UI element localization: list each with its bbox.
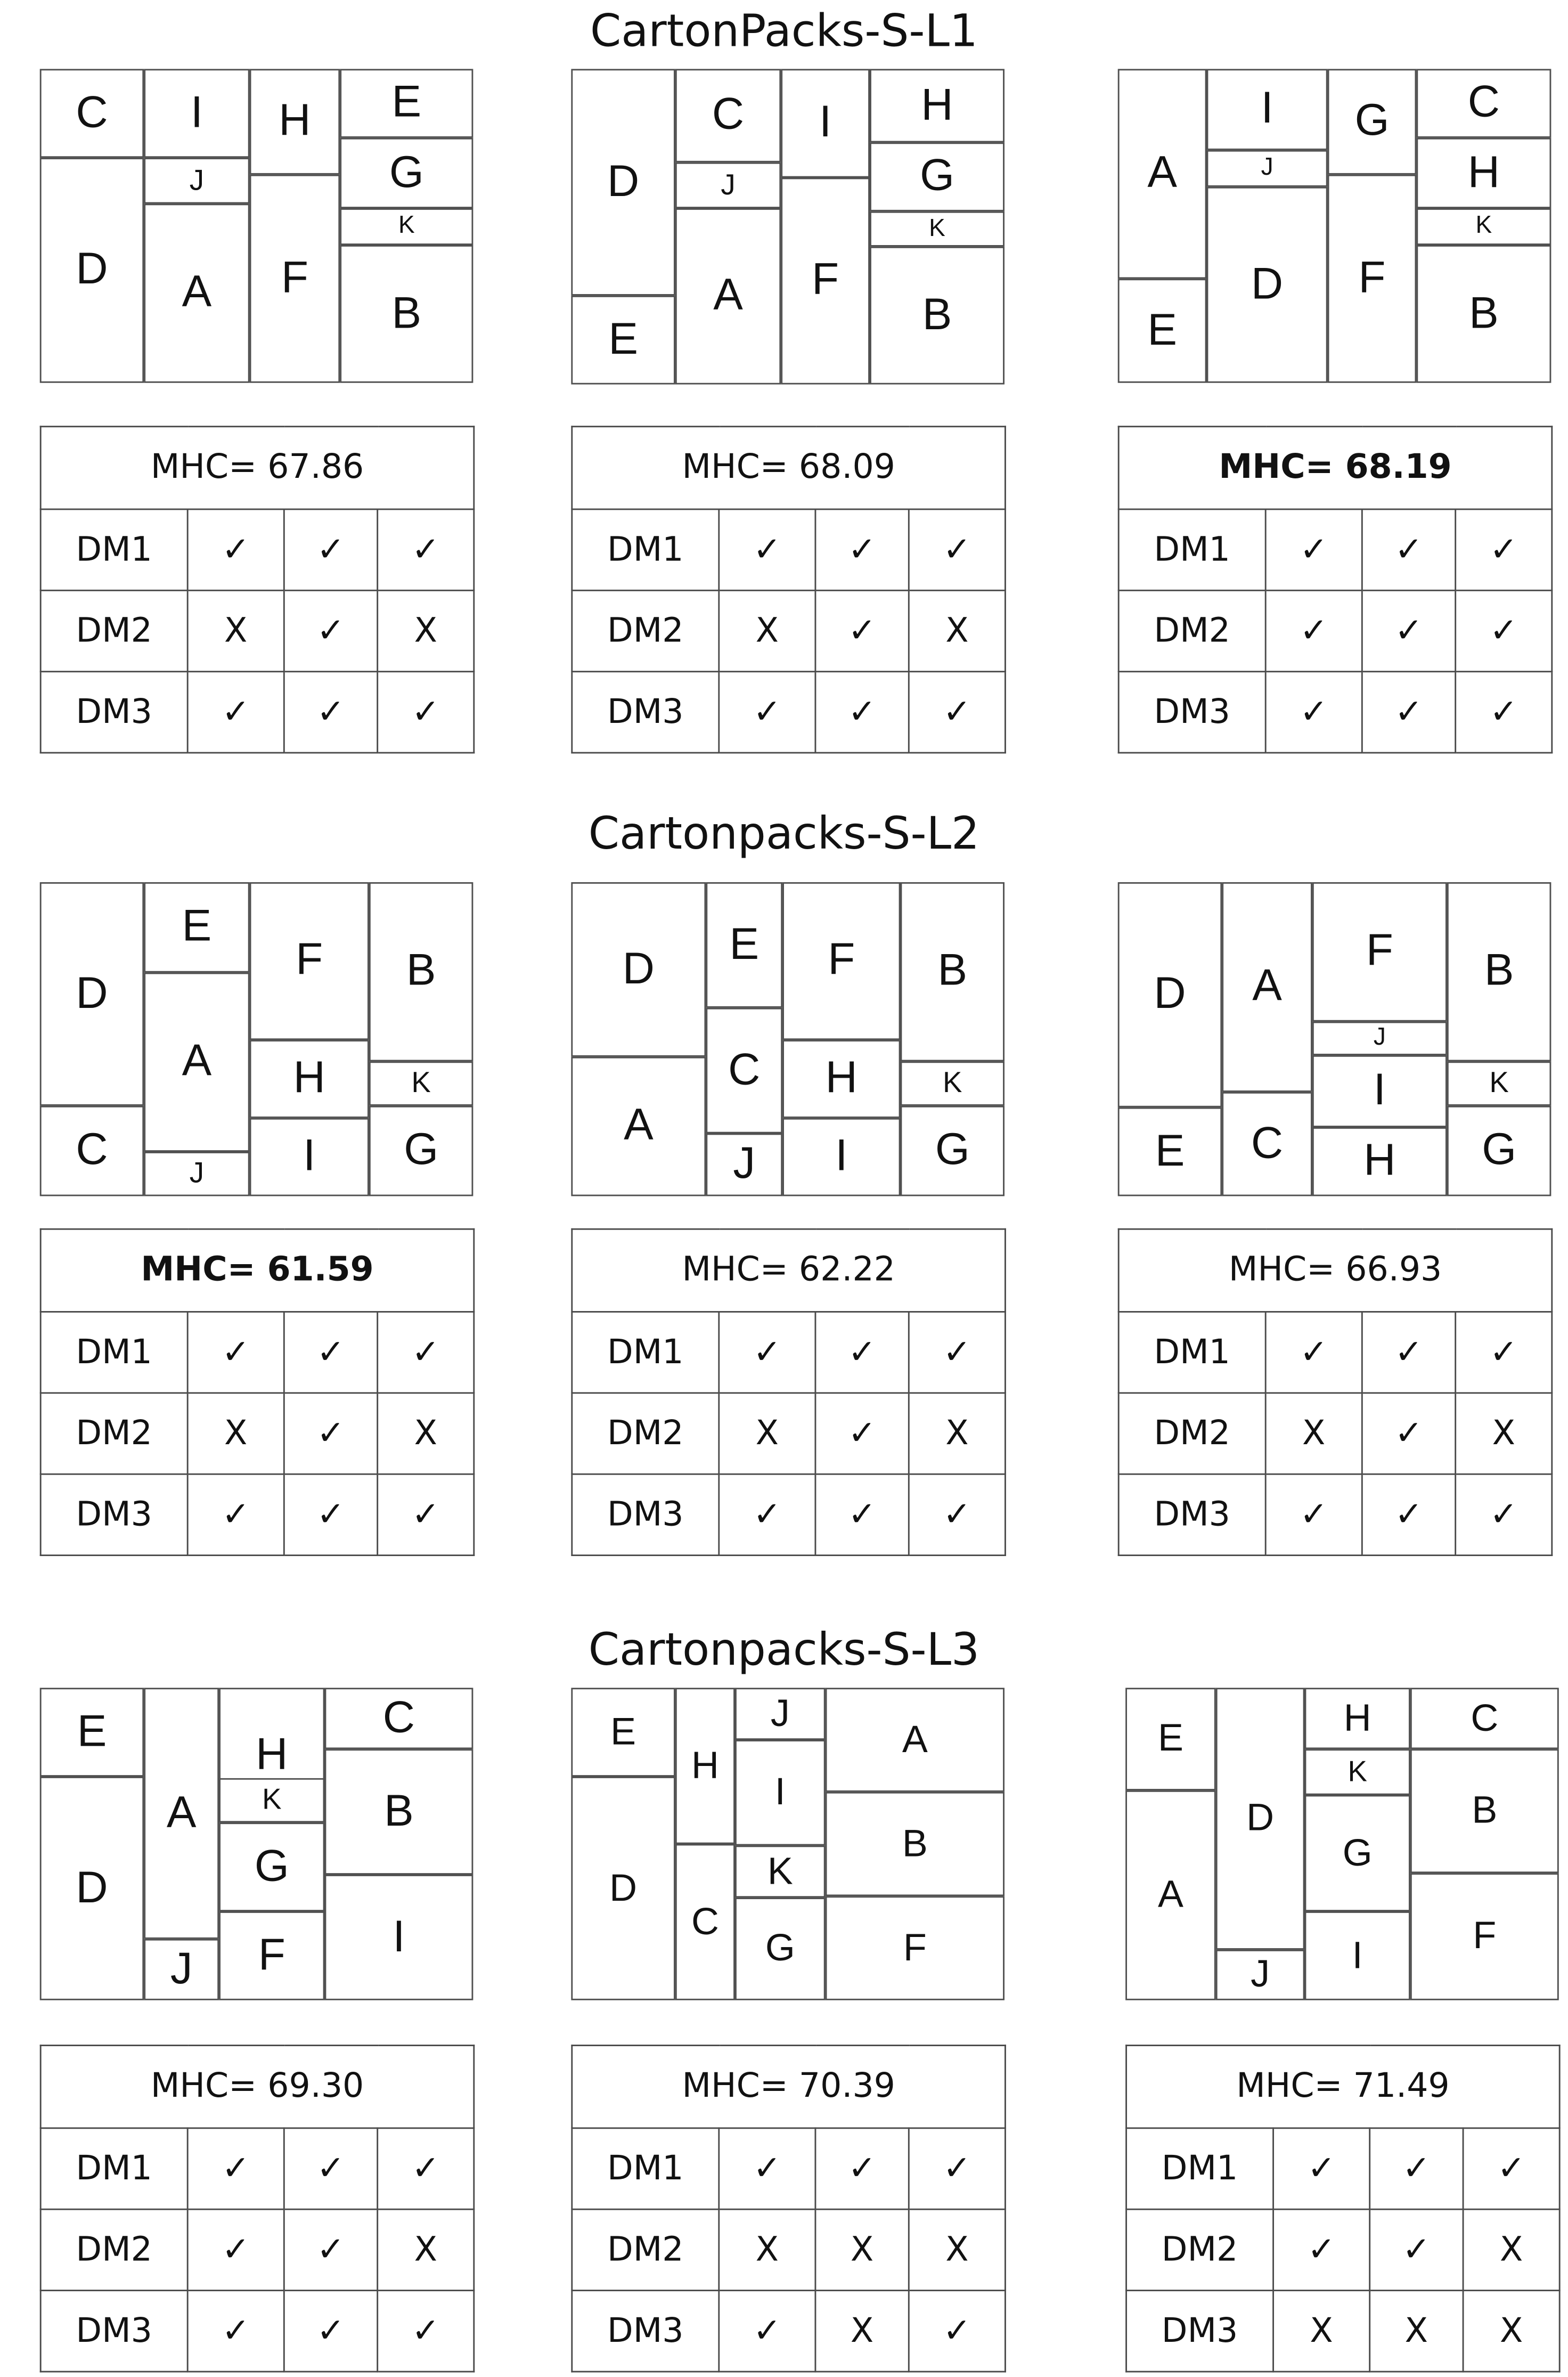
layout-cell: D — [571, 1777, 675, 2000]
facility-layout — [571, 69, 1005, 382]
check-mark: ✓ — [1456, 672, 1552, 753]
cross-mark: X — [719, 1393, 815, 1474]
layout-cell: C — [40, 69, 144, 158]
layout-cell: J — [144, 1152, 249, 1196]
cross-mark: X — [719, 590, 815, 671]
mhc-value: MHC= 61.59 — [40, 1229, 474, 1312]
check-mark: ✓ — [1273, 2128, 1370, 2209]
layout-cell: J — [1207, 150, 1328, 187]
mhc-value: MHC= 62.22 — [572, 1229, 1006, 1312]
layout-cell: F — [781, 178, 870, 385]
dm-row — [40, 2209, 474, 2290]
cross-mark: X — [1265, 1393, 1362, 1474]
facility-layout — [40, 69, 473, 382]
layout-cell: H — [1312, 1127, 1447, 1196]
check-mark: ✓ — [187, 672, 284, 753]
facility-layout — [1125, 1688, 1559, 2001]
dm-row — [572, 1393, 1006, 1474]
layout-cell: I — [325, 1875, 473, 2000]
dm-row — [1126, 2291, 1560, 2372]
check-mark: ✓ — [909, 2291, 1005, 2372]
facility-layout — [1118, 882, 1551, 1196]
layout-cell: C — [675, 69, 781, 162]
dm-row — [40, 1393, 474, 1474]
check-mark: ✓ — [187, 1312, 284, 1393]
check-mark: ✓ — [1362, 509, 1455, 590]
layout-cell: E — [571, 296, 675, 385]
check-mark: ✓ — [1265, 1312, 1362, 1393]
layout-cell: H — [1305, 1688, 1410, 1749]
layout-cell: C — [40, 1106, 144, 1196]
dm-row — [1118, 1393, 1552, 1474]
dm-label: DM1 — [572, 509, 719, 590]
layout-cell: D — [1207, 187, 1328, 383]
dm-label: DM1 — [572, 2128, 719, 2209]
layout-cell: K — [1416, 208, 1551, 245]
layout-cell: B — [1447, 882, 1551, 1061]
layout-cell: B — [1416, 245, 1551, 383]
dm-label: DM2 — [572, 1393, 719, 1474]
dm-row — [572, 672, 1006, 753]
cross-mark: X — [815, 2209, 909, 2290]
check-mark: ✓ — [719, 509, 815, 590]
layout-cell: E — [40, 1688, 144, 1777]
layout-cell: F — [219, 1911, 324, 2000]
check-mark: ✓ — [378, 2291, 474, 2372]
layout-cell: J — [144, 1939, 219, 2000]
check-mark: ✓ — [284, 2291, 377, 2372]
layout-cell: H — [250, 1040, 369, 1118]
layout-cell: B — [325, 1749, 473, 1875]
layout-cell: E — [571, 1688, 675, 1777]
layout-cell: I — [1207, 69, 1328, 150]
dm-label: DM3 — [572, 1474, 719, 1555]
check-mark: ✓ — [1456, 590, 1552, 671]
dm-row — [1126, 2209, 1560, 2290]
check-mark: ✓ — [1456, 1312, 1552, 1393]
mhc-value: MHC= 66.93 — [1118, 1229, 1552, 1312]
layout-cell: G — [901, 1106, 1005, 1196]
dm-row — [1118, 590, 1552, 671]
dm-label: DM3 — [40, 672, 187, 753]
cross-mark: X — [378, 590, 474, 671]
layout-cell: G — [340, 138, 473, 208]
layout-cell: H — [250, 69, 340, 174]
cross-mark: X — [909, 1393, 1005, 1474]
check-mark: ✓ — [187, 2291, 284, 2372]
cross-mark: X — [378, 1393, 474, 1474]
check-mark: ✓ — [284, 1474, 377, 1555]
check-mark: ✓ — [1265, 590, 1362, 671]
check-mark: ✓ — [378, 672, 474, 753]
decision-maker-table — [571, 2045, 1006, 2372]
dm-label: DM2 — [572, 590, 719, 671]
cross-mark: X — [815, 2291, 909, 2372]
check-mark: ✓ — [1362, 590, 1455, 671]
check-mark: ✓ — [284, 2128, 377, 2209]
layout-cell: B — [1410, 1749, 1559, 1873]
check-mark: ✓ — [815, 509, 909, 590]
check-mark: ✓ — [1362, 1393, 1455, 1474]
dm-row — [40, 672, 474, 753]
dm-row — [1118, 509, 1552, 590]
dm-row — [40, 2128, 474, 2209]
layout-cell: F — [1312, 882, 1447, 1022]
cross-mark: X — [719, 2209, 815, 2290]
layout-cell: A — [826, 1688, 1005, 1792]
check-mark: ✓ — [909, 509, 1005, 590]
layout-cell: A — [144, 203, 249, 382]
mhc-value: MHC= 69.30 — [40, 2046, 474, 2128]
check-mark: ✓ — [1370, 2209, 1463, 2290]
layout-cell: K — [1447, 1061, 1551, 1105]
layout-cell: A — [571, 1057, 706, 1196]
check-mark: ✓ — [284, 672, 377, 753]
layout-cell: E — [706, 882, 782, 1008]
layout-cell: F — [250, 175, 340, 383]
layout-cell: E — [1118, 279, 1207, 383]
dm-label: DM3 — [40, 1474, 187, 1555]
layout-cell: I — [782, 1118, 900, 1196]
layout-cell: J — [1216, 1950, 1305, 2000]
layout-cell: D — [571, 882, 706, 1057]
check-mark: ✓ — [1362, 672, 1455, 753]
check-mark: ✓ — [909, 1474, 1005, 1555]
layout-cell: F — [782, 882, 900, 1040]
check-mark: ✓ — [815, 1312, 909, 1393]
dm-label: DM1 — [40, 2128, 187, 2209]
check-mark: ✓ — [1362, 1474, 1455, 1555]
layout-cell: I — [735, 1740, 826, 1845]
dm-row — [572, 2209, 1006, 2290]
layout-cell: D — [571, 69, 675, 296]
facility-layout — [40, 882, 473, 1196]
layout-cell: K — [735, 1845, 826, 1898]
layout-cell: I — [250, 1118, 369, 1196]
check-mark: ✓ — [815, 2128, 909, 2209]
check-mark: ✓ — [187, 2209, 284, 2290]
dm-row — [1118, 1474, 1552, 1555]
cross-mark: X — [187, 590, 284, 671]
layout-cell: H — [870, 69, 1005, 142]
dm-row — [40, 590, 474, 671]
layout-cell: E — [1125, 1688, 1216, 1790]
layout-cell: J — [1312, 1022, 1447, 1055]
dm-label: DM2 — [40, 2209, 187, 2290]
layout-cell: E — [340, 69, 473, 137]
mhc-value: MHC= 68.19 — [1118, 427, 1552, 509]
dm-label: DM2 — [1118, 590, 1265, 671]
layout-cell: G — [1328, 69, 1417, 174]
check-mark: ✓ — [187, 1474, 284, 1555]
cross-mark: X — [1370, 2291, 1463, 2372]
layout-cell: D — [1216, 1688, 1305, 1950]
check-mark: ✓ — [1265, 509, 1362, 590]
layout-cell: C — [1222, 1092, 1312, 1196]
check-mark: ✓ — [1265, 672, 1362, 753]
check-mark: ✓ — [378, 1312, 474, 1393]
check-mark: ✓ — [187, 509, 284, 590]
dm-row — [572, 2128, 1006, 2209]
layout-cell: C — [706, 1008, 782, 1134]
layout-cell: A — [675, 208, 781, 385]
dm-row — [572, 2291, 1006, 2372]
check-mark: ✓ — [909, 2128, 1005, 2209]
dm-label: DM1 — [1126, 2128, 1273, 2209]
layout-cell: G — [369, 1106, 473, 1196]
dm-label: DM3 — [1126, 2291, 1273, 2372]
layout-cell: J — [675, 162, 781, 208]
check-mark: ✓ — [1265, 1474, 1362, 1555]
check-mark: ✓ — [815, 1474, 909, 1555]
dm-label: DM3 — [572, 2291, 719, 2372]
mhc-value: MHC= 70.39 — [572, 2046, 1006, 2128]
layout-cell: H — [1416, 138, 1551, 208]
layout-cell: H — [782, 1040, 900, 1118]
dm-label: DM1 — [40, 509, 187, 590]
cross-mark: X — [1273, 2291, 1370, 2372]
layout-cell: A — [1125, 1790, 1216, 2000]
decision-maker-table — [1125, 2045, 1561, 2372]
dm-label: DM3 — [1118, 1474, 1265, 1555]
check-mark: ✓ — [719, 2128, 815, 2209]
layout-cell: G — [1305, 1795, 1410, 1912]
layout-cell: E — [144, 882, 249, 973]
check-mark: ✓ — [284, 1393, 377, 1474]
dm-row — [572, 1474, 1006, 1555]
check-mark: ✓ — [815, 1393, 909, 1474]
dm-row — [40, 1312, 474, 1393]
decision-maker-table — [40, 426, 475, 753]
layout-cell: A — [144, 973, 249, 1152]
dm-row — [40, 509, 474, 590]
decision-maker-table — [40, 2045, 475, 2372]
layout-cell: K — [870, 211, 1005, 247]
check-mark: ✓ — [1456, 509, 1552, 590]
check-mark: ✓ — [378, 509, 474, 590]
decision-maker-table — [571, 426, 1006, 753]
layout-cell: B — [369, 882, 473, 1061]
layout-cell: K — [219, 1778, 324, 1822]
layout-cell: I — [781, 69, 870, 177]
dm-label: DM3 — [572, 672, 719, 753]
layout-cell: J — [144, 158, 249, 203]
check-mark: ✓ — [284, 509, 377, 590]
cross-mark: X — [1463, 2291, 1559, 2372]
layout-cell: F — [826, 1896, 1005, 2000]
layout-cell: H — [675, 1688, 735, 1844]
facility-layout — [571, 882, 1005, 1196]
cross-mark: X — [1456, 1393, 1552, 1474]
dm-label: DM3 — [40, 2291, 187, 2372]
layout-cell: H — [219, 1688, 324, 1822]
decision-maker-table — [1118, 1228, 1553, 1556]
check-mark: ✓ — [187, 2128, 284, 2209]
layout-cell: D — [1118, 882, 1222, 1108]
check-mark: ✓ — [909, 672, 1005, 753]
facility-layout — [571, 1688, 1005, 2001]
layout-cell: G — [219, 1822, 324, 1911]
dm-row — [572, 590, 1006, 671]
dm-label: DM2 — [572, 2209, 719, 2290]
dm-label: DM1 — [1118, 1312, 1265, 1393]
dm-label: DM2 — [40, 590, 187, 671]
cross-mark: X — [909, 590, 1005, 671]
check-mark: ✓ — [815, 590, 909, 671]
layout-cell: C — [675, 1844, 735, 2000]
layout-cell: B — [340, 245, 473, 383]
dm-label: DM2 — [1118, 1393, 1265, 1474]
layout-cell: I — [1305, 1911, 1410, 2000]
check-mark: ✓ — [719, 1474, 815, 1555]
layout-cell: B — [826, 1792, 1005, 1896]
mhc-value: MHC= 71.49 — [1126, 2046, 1560, 2128]
dm-row — [1126, 2128, 1560, 2209]
dm-label: DM3 — [1118, 672, 1265, 753]
layout-cell: F — [250, 882, 369, 1040]
dm-label: DM1 — [572, 1312, 719, 1393]
layout-cell: D — [40, 1777, 144, 2000]
decision-maker-table — [571, 1228, 1006, 1556]
layout-cell: I — [144, 69, 249, 158]
dm-label: DM1 — [1118, 509, 1265, 590]
decision-maker-table — [1118, 426, 1553, 753]
cross-mark: X — [909, 2209, 1005, 2290]
check-mark: ✓ — [719, 672, 815, 753]
layout-cell: K — [901, 1061, 1005, 1105]
layout-cell: K — [1305, 1749, 1410, 1795]
dm-row — [40, 1474, 474, 1555]
dm-row — [572, 1312, 1006, 1393]
check-mark: ✓ — [815, 672, 909, 753]
dm-label: DM2 — [1126, 2209, 1273, 2290]
layout-cell: C — [1416, 69, 1551, 137]
layout-cell: B — [870, 247, 1005, 385]
layout-cell: A — [144, 1688, 219, 1939]
layout-cell: G — [1447, 1106, 1551, 1196]
check-mark: ✓ — [1273, 2209, 1370, 2290]
layout-cell: C — [325, 1688, 473, 1749]
check-mark: ✓ — [909, 1312, 1005, 1393]
cross-mark: X — [378, 2209, 474, 2290]
dm-row — [1118, 672, 1552, 753]
check-mark: ✓ — [284, 1312, 377, 1393]
layout-cell: G — [870, 142, 1005, 211]
layout-cell: K — [369, 1061, 473, 1105]
check-mark: ✓ — [378, 1474, 474, 1555]
dm-label: DM2 — [40, 1393, 187, 1474]
layout-cell: D — [40, 882, 144, 1106]
dm-label: DM1 — [40, 1312, 187, 1393]
layout-cell: F — [1410, 1873, 1559, 2000]
mhc-value: MHC= 68.09 — [572, 427, 1006, 509]
check-mark: ✓ — [719, 2291, 815, 2372]
layout-cell: G — [735, 1898, 826, 2000]
facility-layout — [1118, 69, 1551, 382]
check-mark: ✓ — [284, 590, 377, 671]
layout-cell: F — [1328, 175, 1417, 383]
decision-maker-table — [40, 1228, 475, 1556]
layout-cell: J — [706, 1134, 782, 1196]
cross-mark: X — [1463, 2209, 1559, 2290]
layout-cell: K — [340, 208, 473, 245]
layout-cell: B — [901, 882, 1005, 1061]
mhc-value: MHC= 67.86 — [40, 427, 474, 509]
layout-cell: E — [1118, 1108, 1222, 1196]
layout-cell: A — [1222, 882, 1312, 1092]
layout-cell: I — [1312, 1055, 1447, 1127]
check-mark: ✓ — [1456, 1474, 1552, 1555]
layout-cell: J — [735, 1688, 826, 1740]
dm-row — [1118, 1312, 1552, 1393]
check-mark: ✓ — [1362, 1312, 1455, 1393]
section-title: Cartonpacks-S-L3 — [588, 1623, 980, 1676]
section-title: Cartonpacks-S-L2 — [588, 807, 980, 859]
cross-mark: X — [187, 1393, 284, 1474]
dm-row — [572, 509, 1006, 590]
check-mark: ✓ — [284, 2209, 377, 2290]
dm-row — [40, 2291, 474, 2372]
facility-layout — [40, 1688, 473, 2001]
check-mark: ✓ — [378, 2128, 474, 2209]
check-mark: ✓ — [1370, 2128, 1463, 2209]
check-mark: ✓ — [719, 1312, 815, 1393]
layout-cell: A — [1118, 69, 1207, 279]
layout-cell: D — [40, 158, 144, 383]
section-title: CartonPacks-S-L1 — [590, 4, 978, 57]
layout-cell: C — [1410, 1688, 1559, 1749]
check-mark: ✓ — [1463, 2128, 1559, 2209]
